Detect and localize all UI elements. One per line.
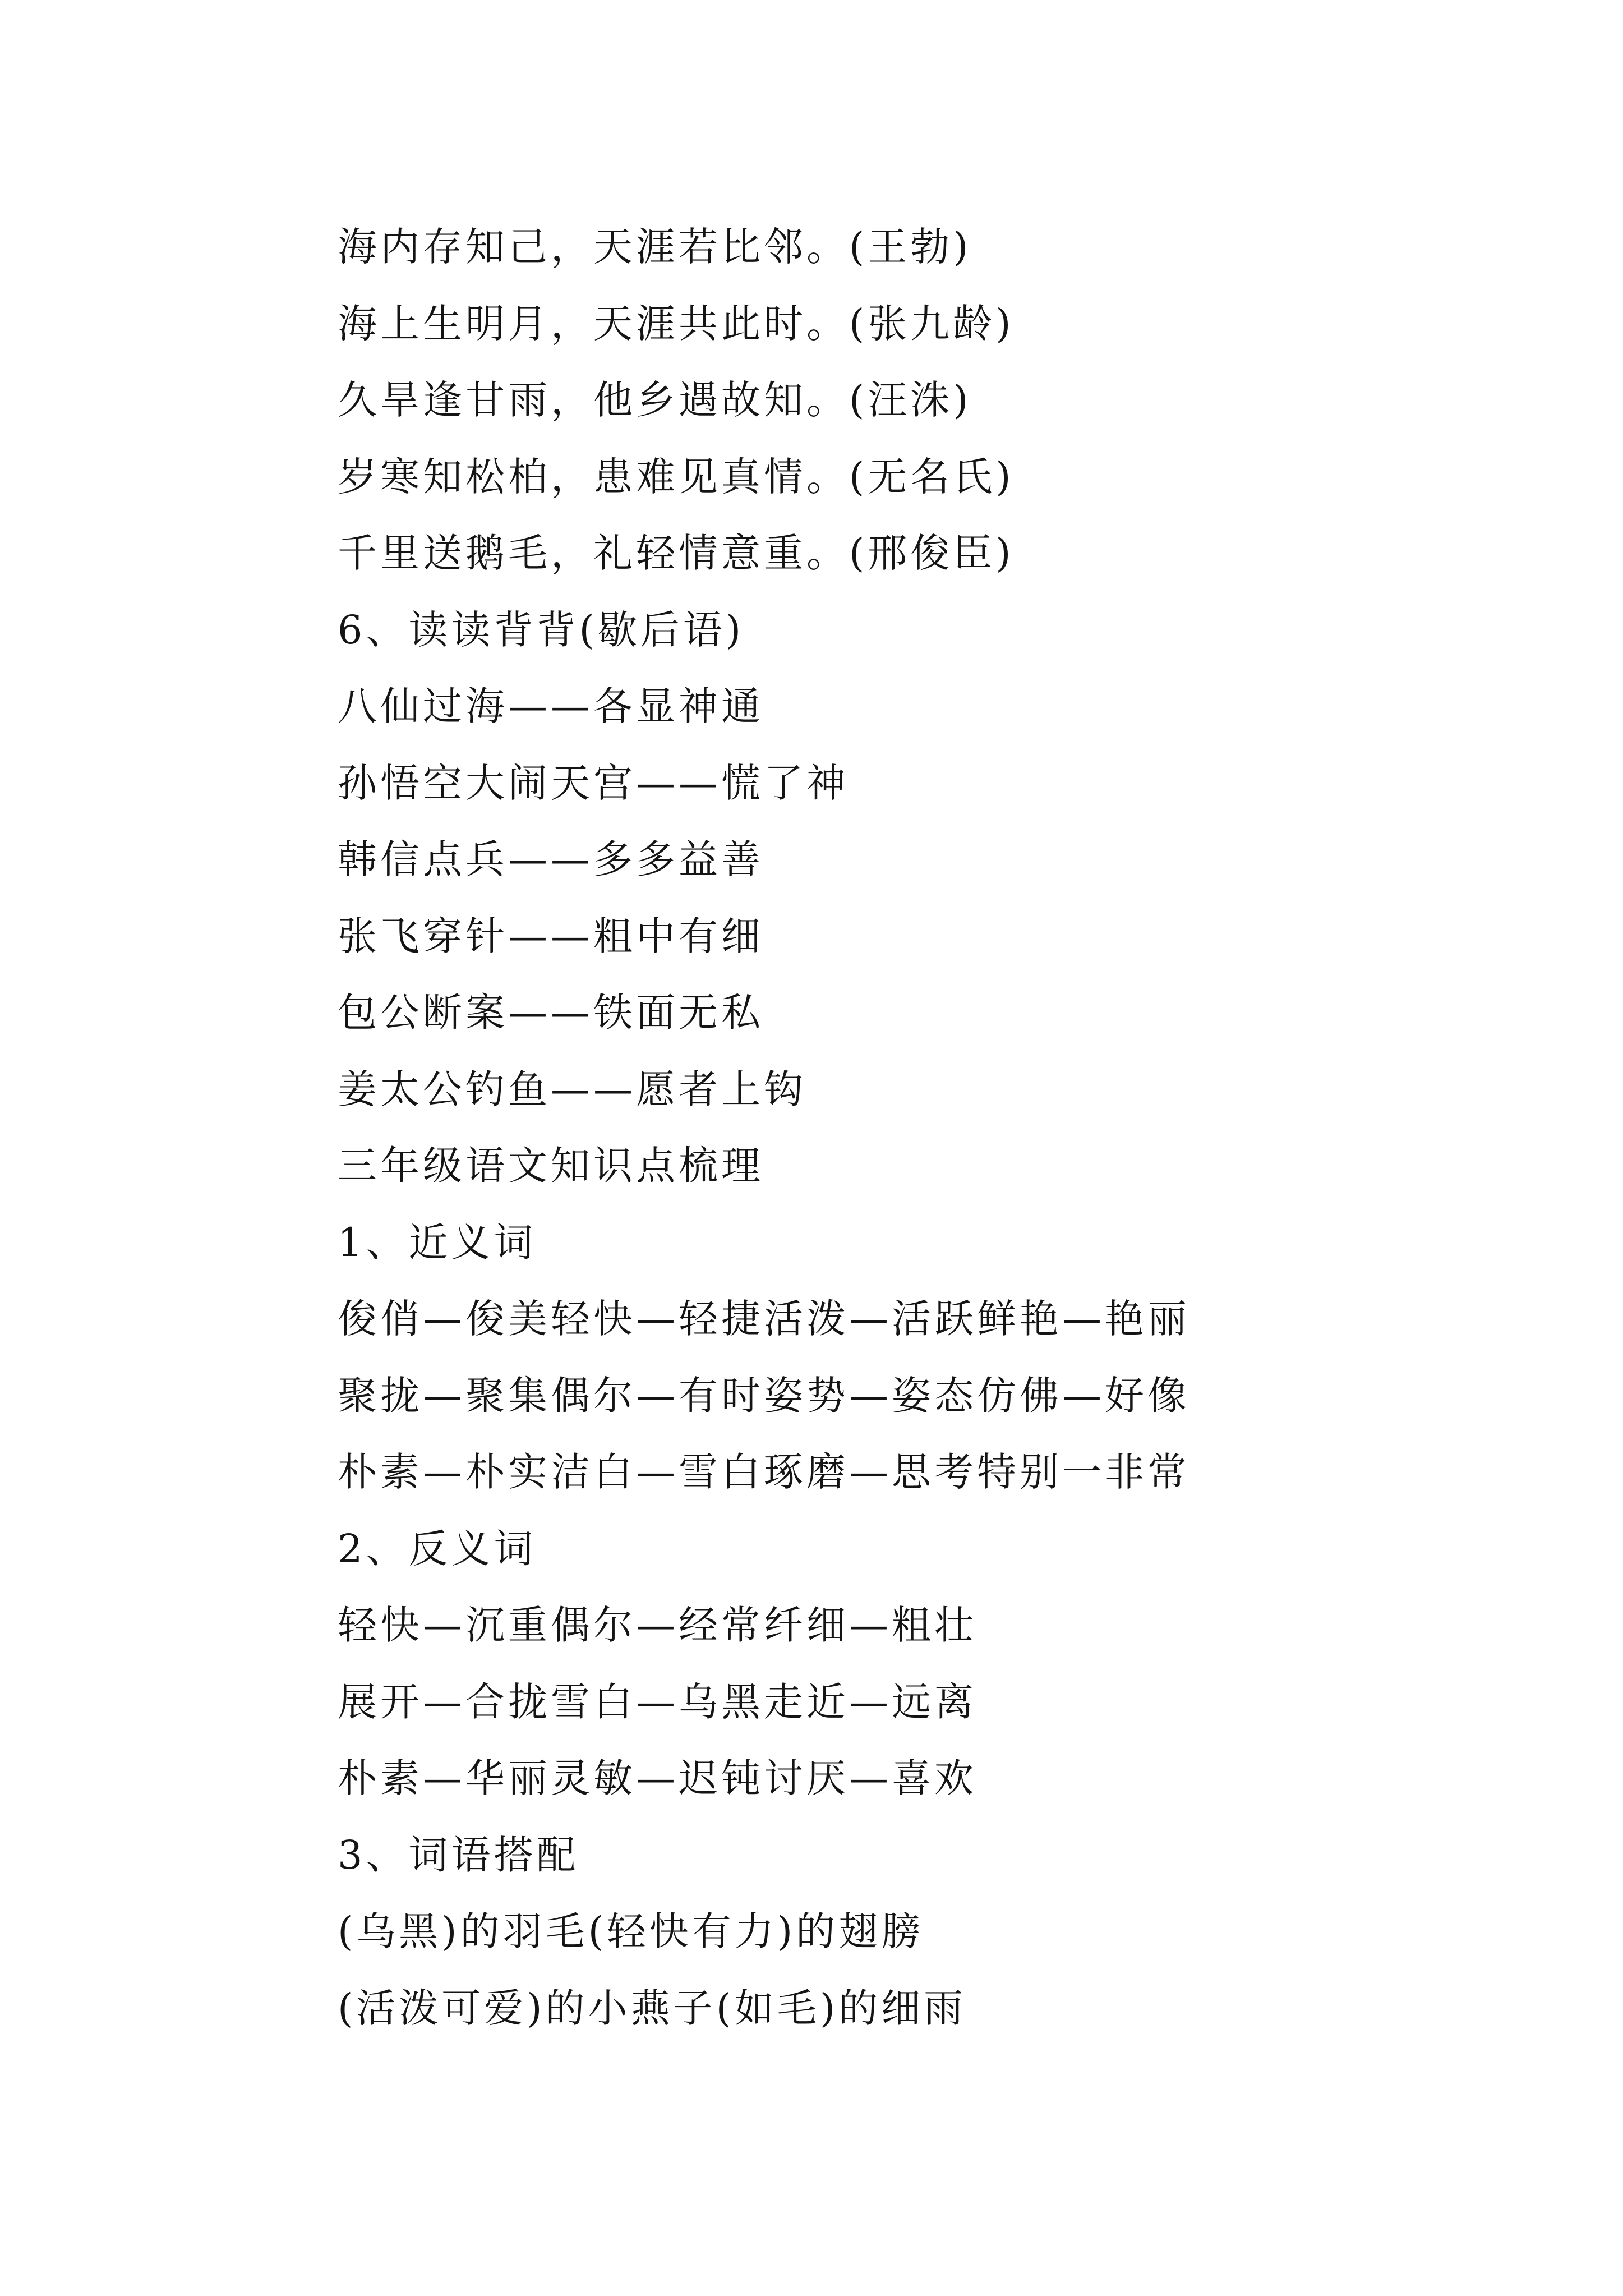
collocation-line: (乌黑)的羽毛(轻快有力)的翅膀 <box>338 1908 924 1954</box>
synonym-line: 俊俏—俊美轻快—轻捷活泼—活跃鲜艳—艳丽 <box>338 1296 1190 1342</box>
antonym-line: 轻快—沉重偶尔—经常纤细—粗壮 <box>338 1602 977 1648</box>
poem-line: 千里送鹅毛，礼轻情意重。(邢俊臣) <box>338 530 1015 576</box>
section-heading: 6、读读背背(歇后语) <box>338 606 745 653</box>
xiehouyu-line: 八仙过海——各显神通 <box>338 683 764 729</box>
xiehouyu-line: 姜太公钓鱼——愿者上钩 <box>338 1066 806 1112</box>
section-heading: 1、近义词 <box>338 1219 537 1266</box>
poem-line: 久旱逢甘雨，他乡遇故知。(汪洙) <box>338 377 972 423</box>
antonym-line: 展开—合拢雪白—乌黑走近—远离 <box>338 1678 977 1725</box>
poem-line: 岁寒知松柏，患难见真情。(无名氏) <box>338 453 1015 500</box>
section-heading: 2、反义词 <box>338 1525 537 1572</box>
synonym-line: 聚拢—聚集偶尔—有时姿势—姿态仿佛—好像 <box>338 1372 1190 1419</box>
xiehouyu-line: 包公断案——铁面无私 <box>338 990 764 1036</box>
xiehouyu-line: 张飞穿针——粗中有细 <box>338 913 764 959</box>
section-heading: 3、词语搭配 <box>338 1832 579 1878</box>
collocation-line: (活泼可爱)的小燕子(如毛)的细雨 <box>338 1985 967 2031</box>
xiehouyu-line: 孙悟空大闹天宫——慌了神 <box>338 760 849 806</box>
document-body <box>338 209 1571 2046</box>
poem-line: 海上生明月，天涯共此时。(张九龄) <box>338 300 1015 347</box>
synonym-line: 朴素—朴实洁白—雪白琢磨—思考特别一非常 <box>338 1449 1190 1495</box>
poem-line: 海内存知己，天涯若比邻。(王勃) <box>338 224 972 270</box>
antonym-line: 朴素—华丽灵敏—迟钝讨厌—喜欢 <box>338 1755 977 1801</box>
xiehouyu-line: 韩信点兵——多多益善 <box>338 836 764 882</box>
document-title: 三年级语文知识点梳理 <box>338 1143 764 1189</box>
